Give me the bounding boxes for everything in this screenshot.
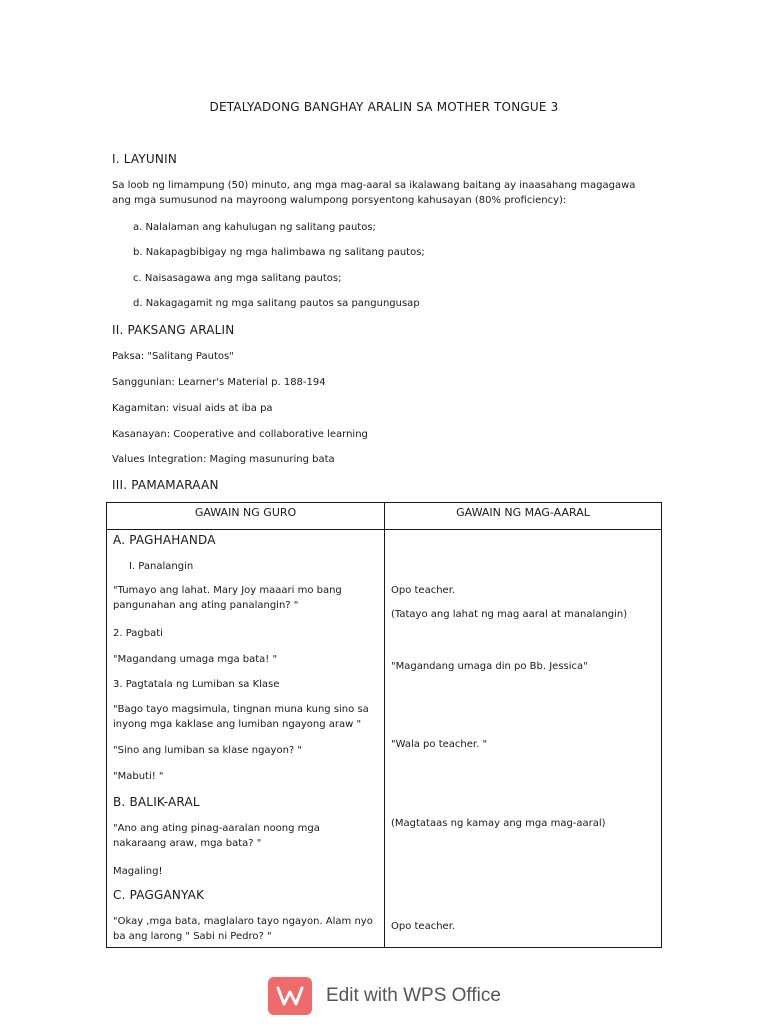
opo-teacher-response-1: Opo teacher. — [391, 585, 456, 596]
paksa-line: Paksa: "Salitang Pautos" — [112, 351, 234, 362]
tumayo-text: "Tumayo ang lahat. Mary Joy maaari mo bang pangunahan ang ating panalangin? " — [113, 585, 342, 611]
kasanayan-line: Kasanayan: Cooperative and collaborative learning — [112, 429, 368, 440]
table-header-divider — [107, 529, 661, 530]
document-title: DETALYADONG BANGHAY ARALIN SA MOTHER TONGUE 3 — [209, 100, 559, 114]
header-gawain-ng-guro: GAWAIN NG GURO — [194, 506, 297, 519]
wps-label: Edit with WPS Office — [326, 985, 501, 1006]
pagganyak-heading: C. PAGGANYAK — [113, 888, 205, 902]
ano-ang-text: "Ano ang ating pinag-aaralan noong mga nakaraang araw, mga bata? " — [113, 823, 320, 849]
values-integration-line: Values Integration: Maging masunuring bata — [112, 454, 335, 465]
table-column-divider — [384, 503, 385, 947]
wps-logo-icon — [268, 977, 312, 1015]
pagtatala-label: 3. Pagtatala ng Lumiban sa Klase — [113, 679, 280, 690]
tatayo-response: (Tatayo ang lahat ng mag aaral at manalangin) — [391, 609, 628, 620]
kagamitan-line: Kagamitan: visual aids at iba pa — [112, 403, 273, 414]
okay-mga-bata-text: "Okay ,mga bata, maglalaro tayo ngayon. Alam nyo ba ang larong " Sabi ni Pedro? " — [113, 916, 373, 942]
paghahanda-heading: A. PAGHAHANDA — [113, 533, 216, 547]
objective-item-b: b. Nakapagbibigay ng mga halimbawa ng salitang pautos; — [133, 247, 425, 258]
magandang-umaga-text: "Magandang umaga mga bata! " — [113, 654, 278, 665]
opo-teacher-response-2: Opo teacher. — [391, 921, 456, 932]
magtataas-response: (Magtataas ng kamay ang mga mag-aaral) — [391, 818, 606, 829]
pamamaraan-table — [106, 502, 662, 948]
wala-po-response: "Wala po teacher. " — [391, 739, 488, 750]
section-heading-pamamaraan: III. PAMAMARAAN — [112, 478, 219, 492]
pagbati-label: 2. Pagbati — [113, 628, 163, 639]
header-gawain-ng-mag-aaral: GAWAIN NG MAG-AARAL — [456, 506, 590, 519]
section-heading-paksang-aralin: II. PAKSANG ARALIN — [112, 323, 235, 337]
sanggunian-line: Sanggunian: Learner's Material p. 188-194 — [112, 377, 326, 388]
objective-item-d: d. Nakagagamit ng mga salitang pautos sa pangungusap — [133, 298, 420, 309]
layunin-paragraph: Sa loob ng limampung (50) minuto, ang mga mag-aaral sa ikalawang baitang ay inaasahang magagawa ang mga sumusunod na mayroong walumpong porsyentong kahusayan (80% proficiency): — [112, 180, 636, 206]
edit-with-wps-banner[interactable] — [268, 977, 524, 1017]
balik-aral-heading: B. BALIK-ARAL — [113, 795, 200, 809]
section-heading-layunin: I. LAYUNIN — [112, 152, 178, 166]
objective-item-a: a. Nalalaman ang kahulugan ng salitang pautos; — [133, 222, 376, 233]
mabuti-text: "Mabuti! " — [113, 771, 164, 782]
magaling-text: Magaling! — [113, 866, 163, 877]
magandang-umaga-din-response: "Magandang umaga din po Bb. Jessica" — [391, 661, 588, 672]
objective-item-c: c. Naisasagawa ang mga salitang pautos; — [133, 273, 342, 284]
sino-ang-lumiban-text: "Sino ang lumiban sa klase ngayon? " — [113, 745, 303, 756]
panalangin-label: I. Panalangin — [129, 561, 194, 572]
bago-tayo-text: "Bago tayo magsimula, tingnan muna kung sino sa inyong mga kaklase ang lumiban ngayong araw " — [113, 704, 369, 730]
